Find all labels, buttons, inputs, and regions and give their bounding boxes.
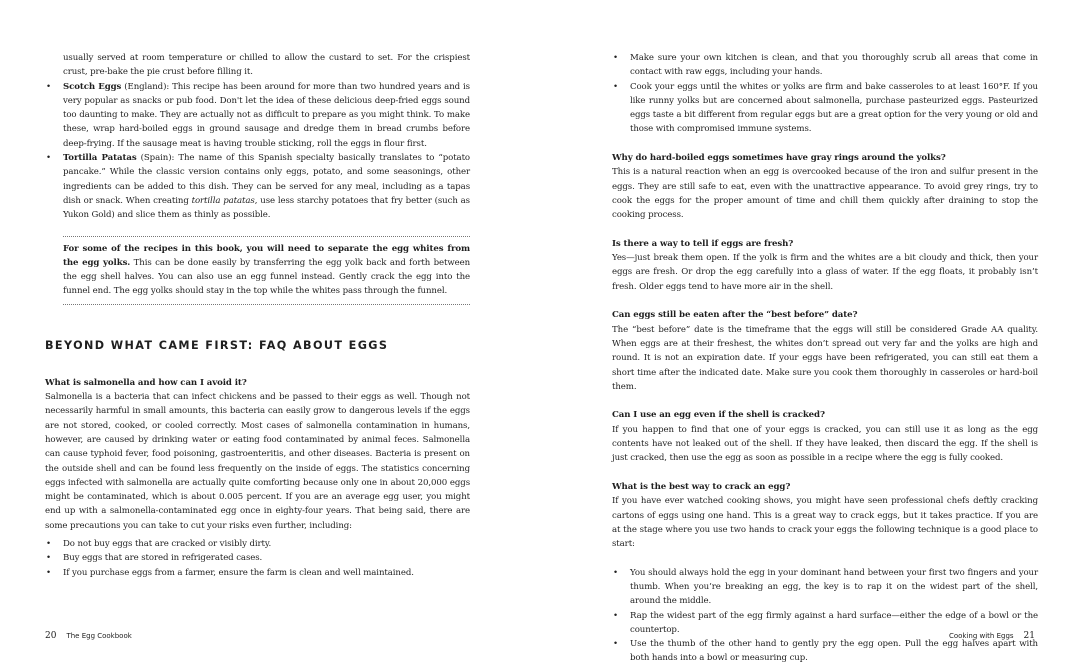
- list-item: [45, 151, 470, 222]
- faq-answer: If you happen to find that one of your eggs is cracked, you can still use it as long as the egg contents have not leaked out of the shell. If they have leaked, then discard the egg. If the shell is just cracked, then use the egg as soon as possible in a recipe where the egg is fully cooked.: [612, 424, 1038, 464]
- dish-name: Scotch Eggs: [63, 81, 122, 92]
- list-item: • Rap the widest part of the egg firmly against a hard surface—either the edge of a bowl or the countertop.: [612, 609, 1038, 638]
- section-title: BEYOND WHAT CAME FIRST: FAQ ABOUT EGGS: [45, 338, 389, 352]
- dish-text: This recipe has been around for more than two hundred years and is very popular as snacks or pub food. Don't let the idea of these delicious deep-fried eggs sound too daunting to make. They are actually not as difficult to prepare as you might think. To make these, wrap hard-boiled eggs in ground sausage and dredge them in bread crumbs before deep-frying. If the sausage meat is having trouble sticking, roll the eggs in flour first.: [63, 81, 470, 149]
- tip-box: [63, 236, 470, 305]
- list-item: • Buy eggs that are stored in refrigerated cases.: [45, 551, 470, 565]
- list-item: • Make sure your own kitchen is clean, and that you thoroughly scrub all areas that come in contact with raw eggs, including your hands.: [612, 51, 1038, 80]
- dish-text-emphasis: tortilla patatas: [191, 195, 255, 206]
- page-footer-left: [45, 630, 132, 642]
- precaution-list-continued: [612, 51, 1038, 137]
- page-number: 20: [45, 631, 57, 641]
- list-item: [45, 80, 470, 151]
- faq-answer: This is a natural reaction when an egg is overcooked because of the iron and sulfur present in the eggs. They are still safe to eat, even with the unattractive appearance. To avoid grey rings, try to cook the eggs for the proper amount of time and chill them quickly after draining to stop the cooking process.: [612, 167, 1038, 221]
- dish-text: The name of this Spanish specialty basically translates to “potato pancake.” While the classic version contains only eggs, potato, and some seasonings, other ingredients can be added to this dish. They can be served for any meal, including as a tapas dish or snack. When creating: [63, 153, 470, 206]
- tip-text: [63, 242, 470, 299]
- faq-question: Can eggs still be eaten after the “best before” date?: [612, 310, 858, 321]
- running-head: The Egg Cookbook: [66, 632, 132, 640]
- faq-question: Can I use an egg even if the shell is cracked?: [612, 410, 825, 421]
- faq-question: Is there a way to tell if eggs are fresh?: [612, 238, 794, 249]
- intro-continuation: usually served at room temperature or chilled to allow the custard to set. For the crispiest crust, pre-bake the pie crust before filling it.: [63, 53, 470, 78]
- faq-answer: Salmonella is a bacteria that can infect chickens and be passed to their eggs as well. Though not necessarily harmful in small amounts, this bacteria can easily grow to dangerous levels if the eggs are not stored, cooked, or cooled correctly. Most cases of salmonella contamination in humans, however, are caused by drinking water or eating food contaminated by animal feces. Salmonella can cause typhoid fever, food poisoning, gastroenteritis, and other diseases. Bacteria is present on the outside shell and can be found less frequently on the inside of eggs. The statistics concerning eggs infected with salmonella are actually quite comforting because only one in about 20,000 eggs might be contaminated, which is about 0.005 percent. If you are an average egg user, you might end up with a salmonella-contaminated egg once in eighty-four years. That being said, there are some precautions you can take to cut your risks even further, including:: [45, 392, 470, 531]
- faq-answer: If you have ever watched cooking shows, you might have seen professional chefs deftly cracking cartons of eggs using one hand. This is a great way to crack eggs, but it takes practice. If you are at the stage where you use two hands to crack your eggs the following technique is a good place to start:: [612, 496, 1038, 550]
- dish-origin: (Spain):: [136, 153, 179, 164]
- dish-text: , use less starchy potatoes that fry better (such as Yukon Gold) and slice them as thinly as possible.: [63, 195, 470, 221]
- dish-name: Tortilla Patatas: [63, 153, 137, 164]
- left-column: [45, 51, 470, 580]
- list-item: • Do not buy eggs that are cracked or visibly dirty.: [45, 537, 470, 551]
- cracking-steps-list: [612, 566, 1038, 666]
- page-number: 21: [1023, 631, 1035, 641]
- dish-list: [45, 80, 470, 223]
- dish-origin: (England):: [121, 81, 173, 92]
- faq-question: What is the best way to crack an egg?: [612, 481, 791, 492]
- list-item: • Cook your eggs until the whites or yolks are firm and bake casseroles to at least 160°F. If you like runny yolks but are concerned about salmonella, purchase pasteurized eggs. Pasteurized eggs taste a bit different from regular eggs but are a great option for the very young or old and those with compromised immune systems.: [612, 80, 1038, 137]
- right-page: [540, 0, 1080, 666]
- tip-body: This can be done easily by transferring the egg yolk back and forth between the egg shell halves. You can also use an egg funnel instead. Gently crack the egg into the funnel end. The egg yolks should stay in the top while the whites pass through the funnel.: [63, 257, 471, 297]
- page-footer-right: [949, 630, 1035, 642]
- right-column: [612, 51, 1038, 666]
- list-item: • Use the thumb of the other hand to gently pry the egg open. Pull the egg halves apart with both hands into a bowl or measuring cup.: [612, 637, 1038, 666]
- faq-question: What is salmonella and how can I avoid it?: [45, 377, 247, 388]
- faq-answer: Yes—just break them open. If the yolk is firm and the whites are a bit cloudy and thick, then your eggs are fresh. Or drop the egg carefully into a glass of water. If the egg floats, it probably isn’t fresh. Older eggs tend to have more air in the shell.: [612, 253, 1038, 292]
- running-head: Cooking with Eggs: [948, 632, 1014, 640]
- precaution-list: [45, 537, 470, 580]
- faq-question: Why do hard-boiled eggs sometimes have gray rings around the yolks?: [612, 153, 946, 164]
- faq-answer: The “best before” date is the timeframe that the eggs will still be considered Grade AA quality. When eggs are at their freshest, the whites don’t spread out very far and the yolks are high and round. It is not an expiration date. If your eggs have been refrigerated, you can still eat them a short time after the indicated date. Make sure you cook them thoroughly in casseroles or hard-boil them.: [612, 324, 1038, 392]
- list-item: • If you purchase eggs from a farmer, ensure the farm is clean and well maintained.: [45, 566, 470, 580]
- list-item: • You should always hold the egg in your dominant hand between your first two fingers and your thumb. When you’re breaking an egg, the key is to rap it on the widest part of the shell, around the middle.: [612, 566, 1038, 609]
- tip-bold: For some of the recipes in this book, you will need to separate the egg whites from the egg yolks.: [63, 243, 470, 268]
